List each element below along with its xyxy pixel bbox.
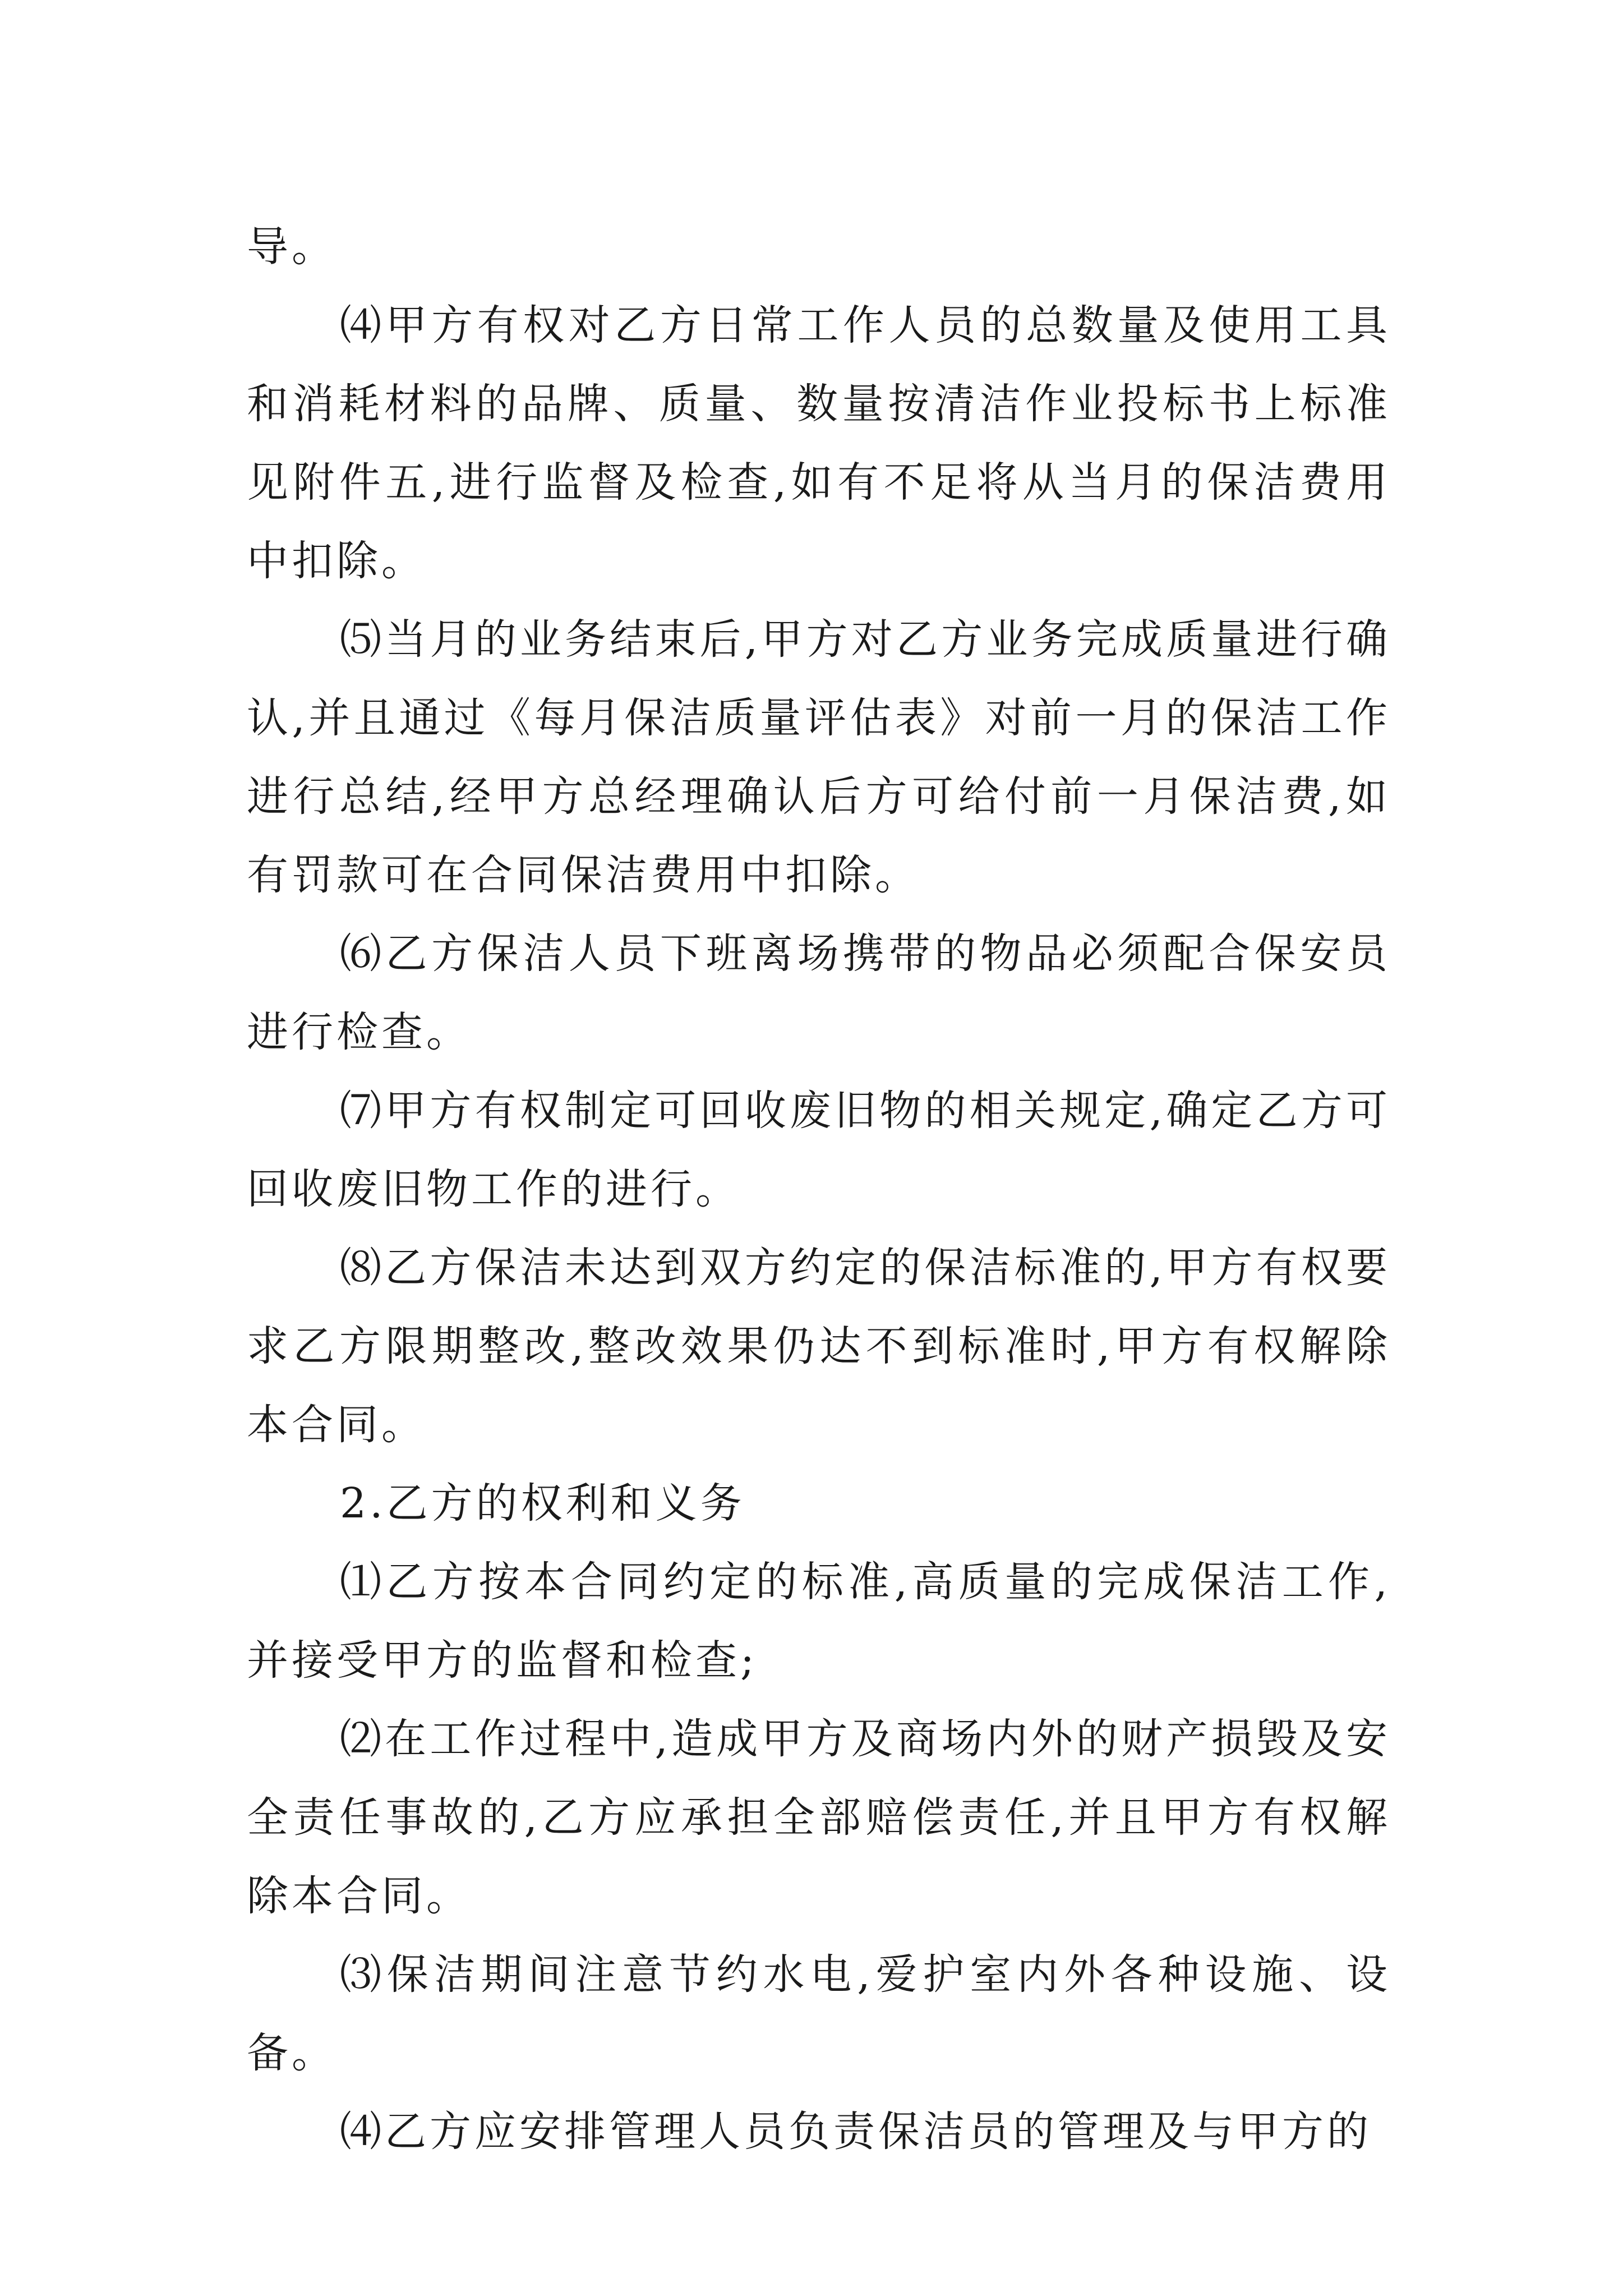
paragraph-item-5: ⑸当月的业务结束后,甲方对乙方业务完成质量进行确认,并且通过《每月保洁质量评估表》对前一月的保洁工作进行总结,经甲方总经理确认后方可给付前一月保洁费,如有罚款可在合同保洁费用中扣除。 xyxy=(247,615,1391,899)
paragraph-item-8: ⑻乙方保洁未达到双方约定的保洁标准的,甲方有权要求乙方限期整改,整改效果仍达不到标准时,甲方有权解除本合同。 xyxy=(247,1244,1391,1449)
paragraph-item-4: ⑷甲方有权对乙方日常工作人员的总数量及使用工具和消耗材料的品牌、质量、数量按清洁作业投标书上标准见附件五,进行监督及检查,如有不足将从当月的保洁费用中扣除。 xyxy=(247,301,1391,585)
section-heading-party-b-rights: 2.乙方的权利和义务 xyxy=(340,1479,745,1527)
paragraph-b-item-2: ⑵在工作过程中,造成甲方及商场内外的财产损毁及安全责任事故的,乙方应承担全部赔偿责任,并且甲方有权解除本合同。 xyxy=(247,1715,1391,1920)
paragraph-item-6: ⑹乙方保洁人员下班离场携带的物品必须配合保安员进行检查。 xyxy=(247,930,1391,1056)
paragraph-b-item-3: ⑶保洁期间注意节约水电,爱护室内外各种设施、设备。 xyxy=(247,1950,1391,2077)
paragraph-b-item-4: ⑷乙方应安排管理人员负责保洁员的管理及与甲方的 xyxy=(340,2108,1372,2156)
paragraph-continuation: 导。 xyxy=(247,223,336,271)
paragraph-b-item-1: ⑴乙方按本合同约定的标准,高质量的完成保洁工作,并接受甲方的监督和检查; xyxy=(247,1558,1391,1685)
paragraph-item-7: ⑺甲方有权制定可回收废旧物的相关规定,确定乙方可回收废旧物工作的进行。 xyxy=(247,1087,1391,1213)
document-body xyxy=(247,208,1391,2171)
